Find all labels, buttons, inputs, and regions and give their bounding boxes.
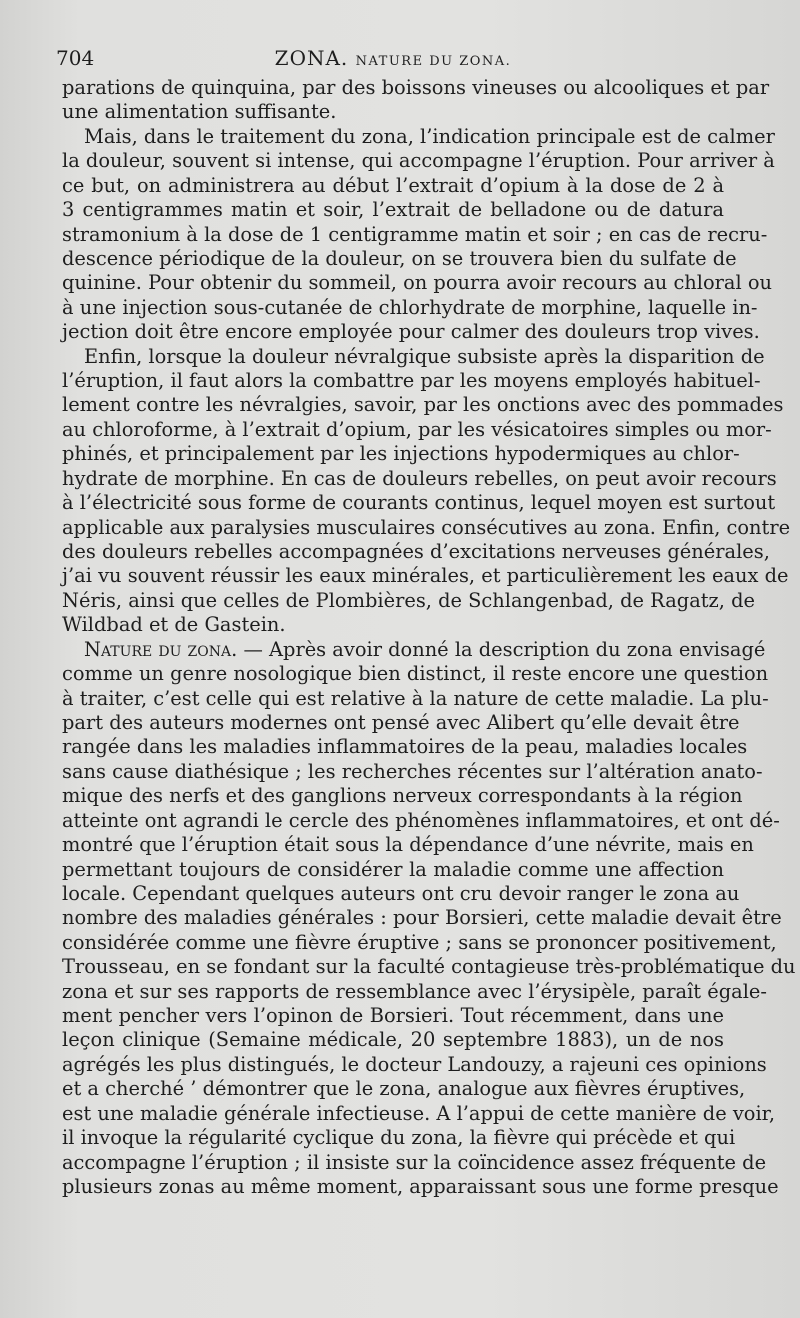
text-line bbox=[62, 906, 782, 930]
text-line-content: quinine. Pour obtenir du sommeil, on pourra avoir recours au chloral ou bbox=[62, 271, 773, 295]
running-title-main: ZONA. bbox=[274, 46, 349, 70]
text-line bbox=[62, 124, 775, 149]
text-line bbox=[62, 735, 748, 759]
text-line bbox=[62, 784, 743, 808]
text-line-content: stramonium à la dose de 1 centigramme matin et soir ; en cas de recru- bbox=[62, 222, 768, 246]
text-line bbox=[62, 979, 767, 1004]
text-line bbox=[62, 833, 754, 857]
text-line bbox=[62, 759, 763, 784]
text-line-content: est une maladie générale infectieuse. A l’appui de cette manière de voir, bbox=[62, 1101, 775, 1125]
text-line-content: 3 centigrammes matin et soir, l’extrait de belladone ou de datura bbox=[62, 198, 724, 222]
text-line-content: descence périodique de la douleur, on se trouvera bien du sulfate de bbox=[62, 246, 737, 270]
text-line bbox=[62, 1150, 767, 1175]
text-line-content: — Après avoir donné la description du zona envisagé bbox=[243, 637, 766, 661]
text-line-content: locale. Cependant quelques auteurs ont cru devoir ranger le zona au bbox=[62, 881, 740, 905]
text-line-content: mique des nerfs et des ganglions nerveux correspondants à la région bbox=[62, 784, 743, 808]
text-line-content: plusieurs zonas au même moment, apparaissant sous une forme presque bbox=[62, 1174, 779, 1198]
text-line-content: atteinte ont agrandi le cercle des phénomènes inflammatoires, et ont dé- bbox=[62, 808, 780, 832]
text-line-content: et a cherché ’ démontrer que le zona, analogue aux fièvres éruptives, bbox=[62, 1077, 746, 1101]
text-line bbox=[62, 271, 773, 295]
text-line-content: la douleur, souvent si intense, qui accompagne l’éruption. Pour arriver à bbox=[62, 149, 775, 173]
text-line bbox=[62, 637, 766, 662]
text-line bbox=[62, 515, 791, 540]
text-line-content: parations de quinquina, par des boissons vineuses ou alcooliques et par bbox=[62, 76, 770, 99]
text-line bbox=[62, 100, 724, 124]
text-line bbox=[62, 564, 789, 588]
text-line-content: accompagne l’éruption ; il insiste sur la coïncidence assez fréquente de bbox=[62, 1150, 767, 1174]
paragraph bbox=[62, 344, 791, 638]
text-line-content: ment pencher vers l’opinon de Borsieri. Tout récemment, dans une bbox=[62, 1004, 724, 1028]
text-line bbox=[62, 686, 769, 711]
text-line-content: l’éruption, il faut alors la combattre par les moyens employés habituel- bbox=[62, 369, 761, 393]
text-line bbox=[62, 491, 776, 515]
text-line bbox=[62, 295, 758, 320]
text-line-content: lement contre les névralgies, savoir, par les onctions avec des pommades bbox=[62, 393, 784, 417]
text-line bbox=[62, 1126, 736, 1150]
text-line-content: montré que l’éruption était sous la dépendance d’une névrite, mais en bbox=[62, 833, 754, 857]
text-line-content: rangée dans les maladies inflammatoires de la peau, maladies locales bbox=[62, 735, 748, 759]
text-line bbox=[62, 320, 760, 344]
text-line-content: considérée comme une fièvre éruptive ; sans se prononcer positivement, bbox=[62, 930, 777, 954]
text-line-content: applicable aux paralysies musculaires consécutives au zona. Enfin, contre bbox=[62, 515, 791, 539]
text-line-content: agrégés les plus distingués, le docteur Landouzy, a rajeuni ces opinions bbox=[62, 1052, 767, 1076]
text-line-content: Trousseau, en se fondant sur la faculté contagieuse très-problématique du bbox=[62, 955, 796, 979]
text-line-content: une alimentation suffisante. bbox=[62, 100, 337, 124]
text-line bbox=[62, 198, 724, 222]
text-line bbox=[62, 930, 777, 955]
text-line-content: sans cause diathésique ; les recherches récentes sur l’altération anato- bbox=[62, 759, 763, 783]
text-line bbox=[62, 466, 777, 491]
text-line-content: part des auteurs modernes ont pensé avec Alibert qu’elle devait être bbox=[62, 710, 740, 734]
text-line-content: Néris, ainsi que celles de Plombières, de Schlangenbad, de Ragatz, de bbox=[62, 588, 755, 612]
section-heading: Nature du zona. bbox=[84, 637, 238, 661]
text-line-content: à une injection sous-cutanée de chlorhydrate de morphine, laquelle in- bbox=[62, 295, 758, 319]
text-line-content: zona et sur ses rapports de ressemblance avec l’érysipèle, paraît égale- bbox=[62, 979, 767, 1003]
text-line bbox=[62, 222, 768, 247]
text-line bbox=[62, 808, 780, 833]
text-line bbox=[62, 1004, 724, 1028]
text-line-content: permettant toujours de considérer la maladie comme une affection bbox=[62, 857, 724, 881]
text-line bbox=[62, 1052, 767, 1077]
text-line bbox=[62, 344, 765, 369]
text-line bbox=[62, 858, 724, 882]
text-line-content: au chloroforme, à l’extrait d’opium, par les vésicatoires simples ou mor- bbox=[62, 417, 772, 441]
page-body bbox=[62, 76, 796, 1199]
text-line-content: Mais, dans le traitement du zona, l’indication principale est de calmer bbox=[84, 124, 775, 148]
text-line-content: Wildbad et de Gastein. bbox=[62, 613, 286, 637]
running-header bbox=[56, 42, 724, 76]
text-line bbox=[62, 540, 770, 564]
text-line bbox=[62, 174, 724, 198]
text-line bbox=[62, 76, 770, 100]
text-line bbox=[62, 1077, 746, 1101]
text-line-content: à l’électricité sous forme de courants continus, lequel moyen est surtout bbox=[62, 491, 776, 515]
text-line-content: à traiter, c’est celle qui est relative à la nature de cette maladie. La plu- bbox=[62, 686, 769, 710]
text-line-content: j’ai vu souvent réussir les eaux minérales, et particulièrement les eaux de bbox=[62, 564, 789, 588]
page-number: 704 bbox=[56, 46, 95, 70]
running-title-sub: NATURE DU ZONA. bbox=[355, 54, 512, 69]
paragraph bbox=[62, 124, 775, 345]
text-line bbox=[62, 613, 724, 637]
paragraph bbox=[62, 637, 796, 1200]
text-line-content: phinés, et principalement par les injections hypodermiques au chlor- bbox=[62, 442, 740, 466]
text-line bbox=[62, 1028, 724, 1052]
text-line bbox=[62, 1101, 775, 1126]
text-line bbox=[62, 369, 761, 393]
text-line-content: comme un genre nosologique bien distinct, il reste encore une question bbox=[62, 662, 769, 686]
text-line-content: ce but, on administrera au début l’extrait d’opium à la dose de 2 à bbox=[62, 173, 724, 197]
running-title bbox=[62, 46, 724, 70]
text-line-content: hydrate de morphine. En cas de douleurs rebelles, on peut avoir recours bbox=[62, 466, 777, 490]
text-line bbox=[62, 710, 740, 735]
text-line bbox=[62, 149, 775, 173]
text-line bbox=[62, 246, 737, 271]
text-line bbox=[62, 881, 740, 906]
text-line bbox=[62, 442, 740, 466]
text-line-content: nombre des maladies générales : pour Borsieri, cette maladie devait être bbox=[62, 906, 782, 930]
paragraph bbox=[62, 76, 770, 125]
text-line-content: Enfin, lorsque la douleur névralgique subsiste après la disparition de bbox=[84, 344, 765, 368]
text-line bbox=[62, 417, 772, 442]
text-line-content: leçon clinique (Semaine médicale, 20 septembre 1883), un de nos bbox=[62, 1028, 724, 1052]
text-line-content: jection doit être encore employée pour calmer des douleurs trop vives. bbox=[62, 320, 760, 344]
text-line bbox=[62, 955, 796, 979]
text-line bbox=[62, 393, 784, 417]
text-line bbox=[62, 1174, 779, 1199]
text-line-content: il invoque la régularité cyclique du zona, la fièvre qui précède et qui bbox=[62, 1126, 736, 1150]
text-line-content: des douleurs rebelles accompagnées d’excitations nerveuses générales, bbox=[62, 540, 770, 564]
text-line bbox=[62, 662, 769, 686]
text-line bbox=[62, 588, 755, 613]
